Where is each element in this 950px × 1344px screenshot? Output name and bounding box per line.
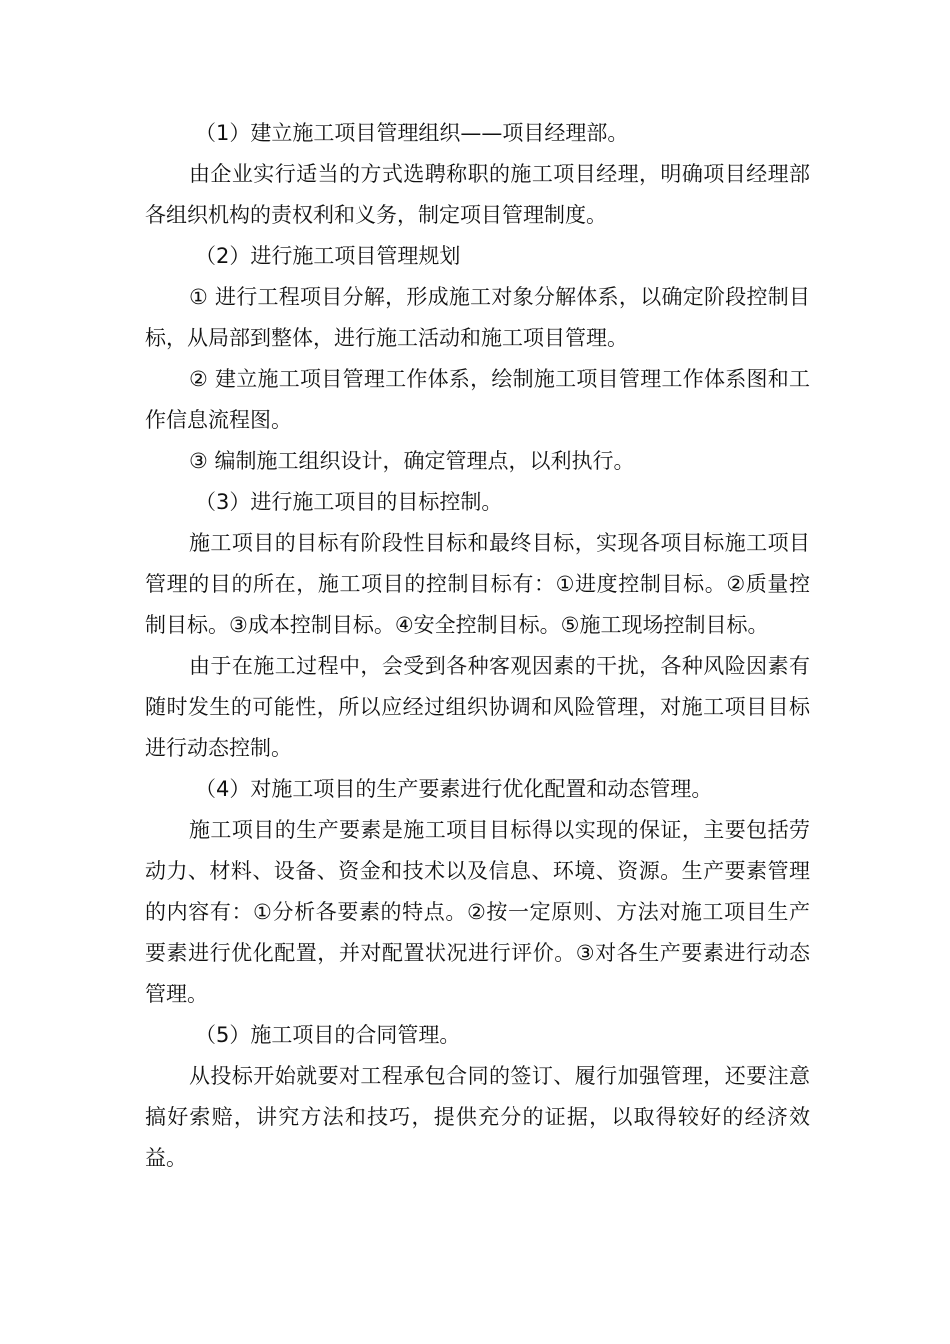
paragraph: 由于在施工过程中，会受到各种客观因素的干扰，各种风险因素有随时发生的可能性，所以应经过组织协调和风险管理，对施工项目目标进行动态控制。 [145, 654, 810, 760]
section-heading-5: （5）施工项目的合同管理。 [195, 1023, 461, 1047]
section-heading-3: （3）进行施工项目的目标控制。 [195, 490, 503, 514]
section-heading-2: （2）进行施工项目管理规划 [195, 244, 461, 268]
paragraph: 施工项目的目标有阶段性目标和最终目标，实现各项目标施工项目管理的目的所在，施工项目的控制目标有：①进度控制目标。②质量控制目标。③成本控制目标。④安全控制目标。⑤施工现场控制目标。 [145, 531, 810, 637]
paragraph: 从投标开始就要对工程承包合同的签订、履行加强管理，还要注意搞好索赔，讲究方法和技巧，提供充分的证据，以取得较好的经济效益。 [145, 1064, 810, 1170]
list-item: ① 进行工程项目分解，形成施工对象分解体系，以确定阶段控制目标，从局部到整体，进行施工活动和施工项目管理。 [145, 285, 810, 350]
document-body [145, 113, 810, 1179]
list-item: ③ 编制施工组织设计，确定管理点，以利执行。 [189, 449, 635, 473]
section-heading-1: （1）建立施工项目管理组织——项目经理部。 [195, 121, 629, 145]
paragraph: 由企业实行适当的方式选聘称职的施工项目经理，明确项目经理部各组织机构的责权利和义务，制定项目管理制度。 [145, 162, 810, 227]
section-heading-4: （4）对施工项目的生产要素进行优化配置和动态管理。 [195, 777, 713, 801]
list-item: ② 建立施工项目管理工作体系，绘制施工项目管理工作体系图和工作信息流程图。 [145, 367, 810, 432]
paragraph: 施工项目的生产要素是施工项目目标得以实现的保证，主要包括劳动力、材料、设备、资金和技术以及信息、环境、资源。生产要素管理的内容有：①分析各要素的特点。②按一定原则、方法对施工项目生产要素进行优化配置，并对配置状况进行评价。③对各生产要素进行动态管理。 [145, 818, 810, 1006]
